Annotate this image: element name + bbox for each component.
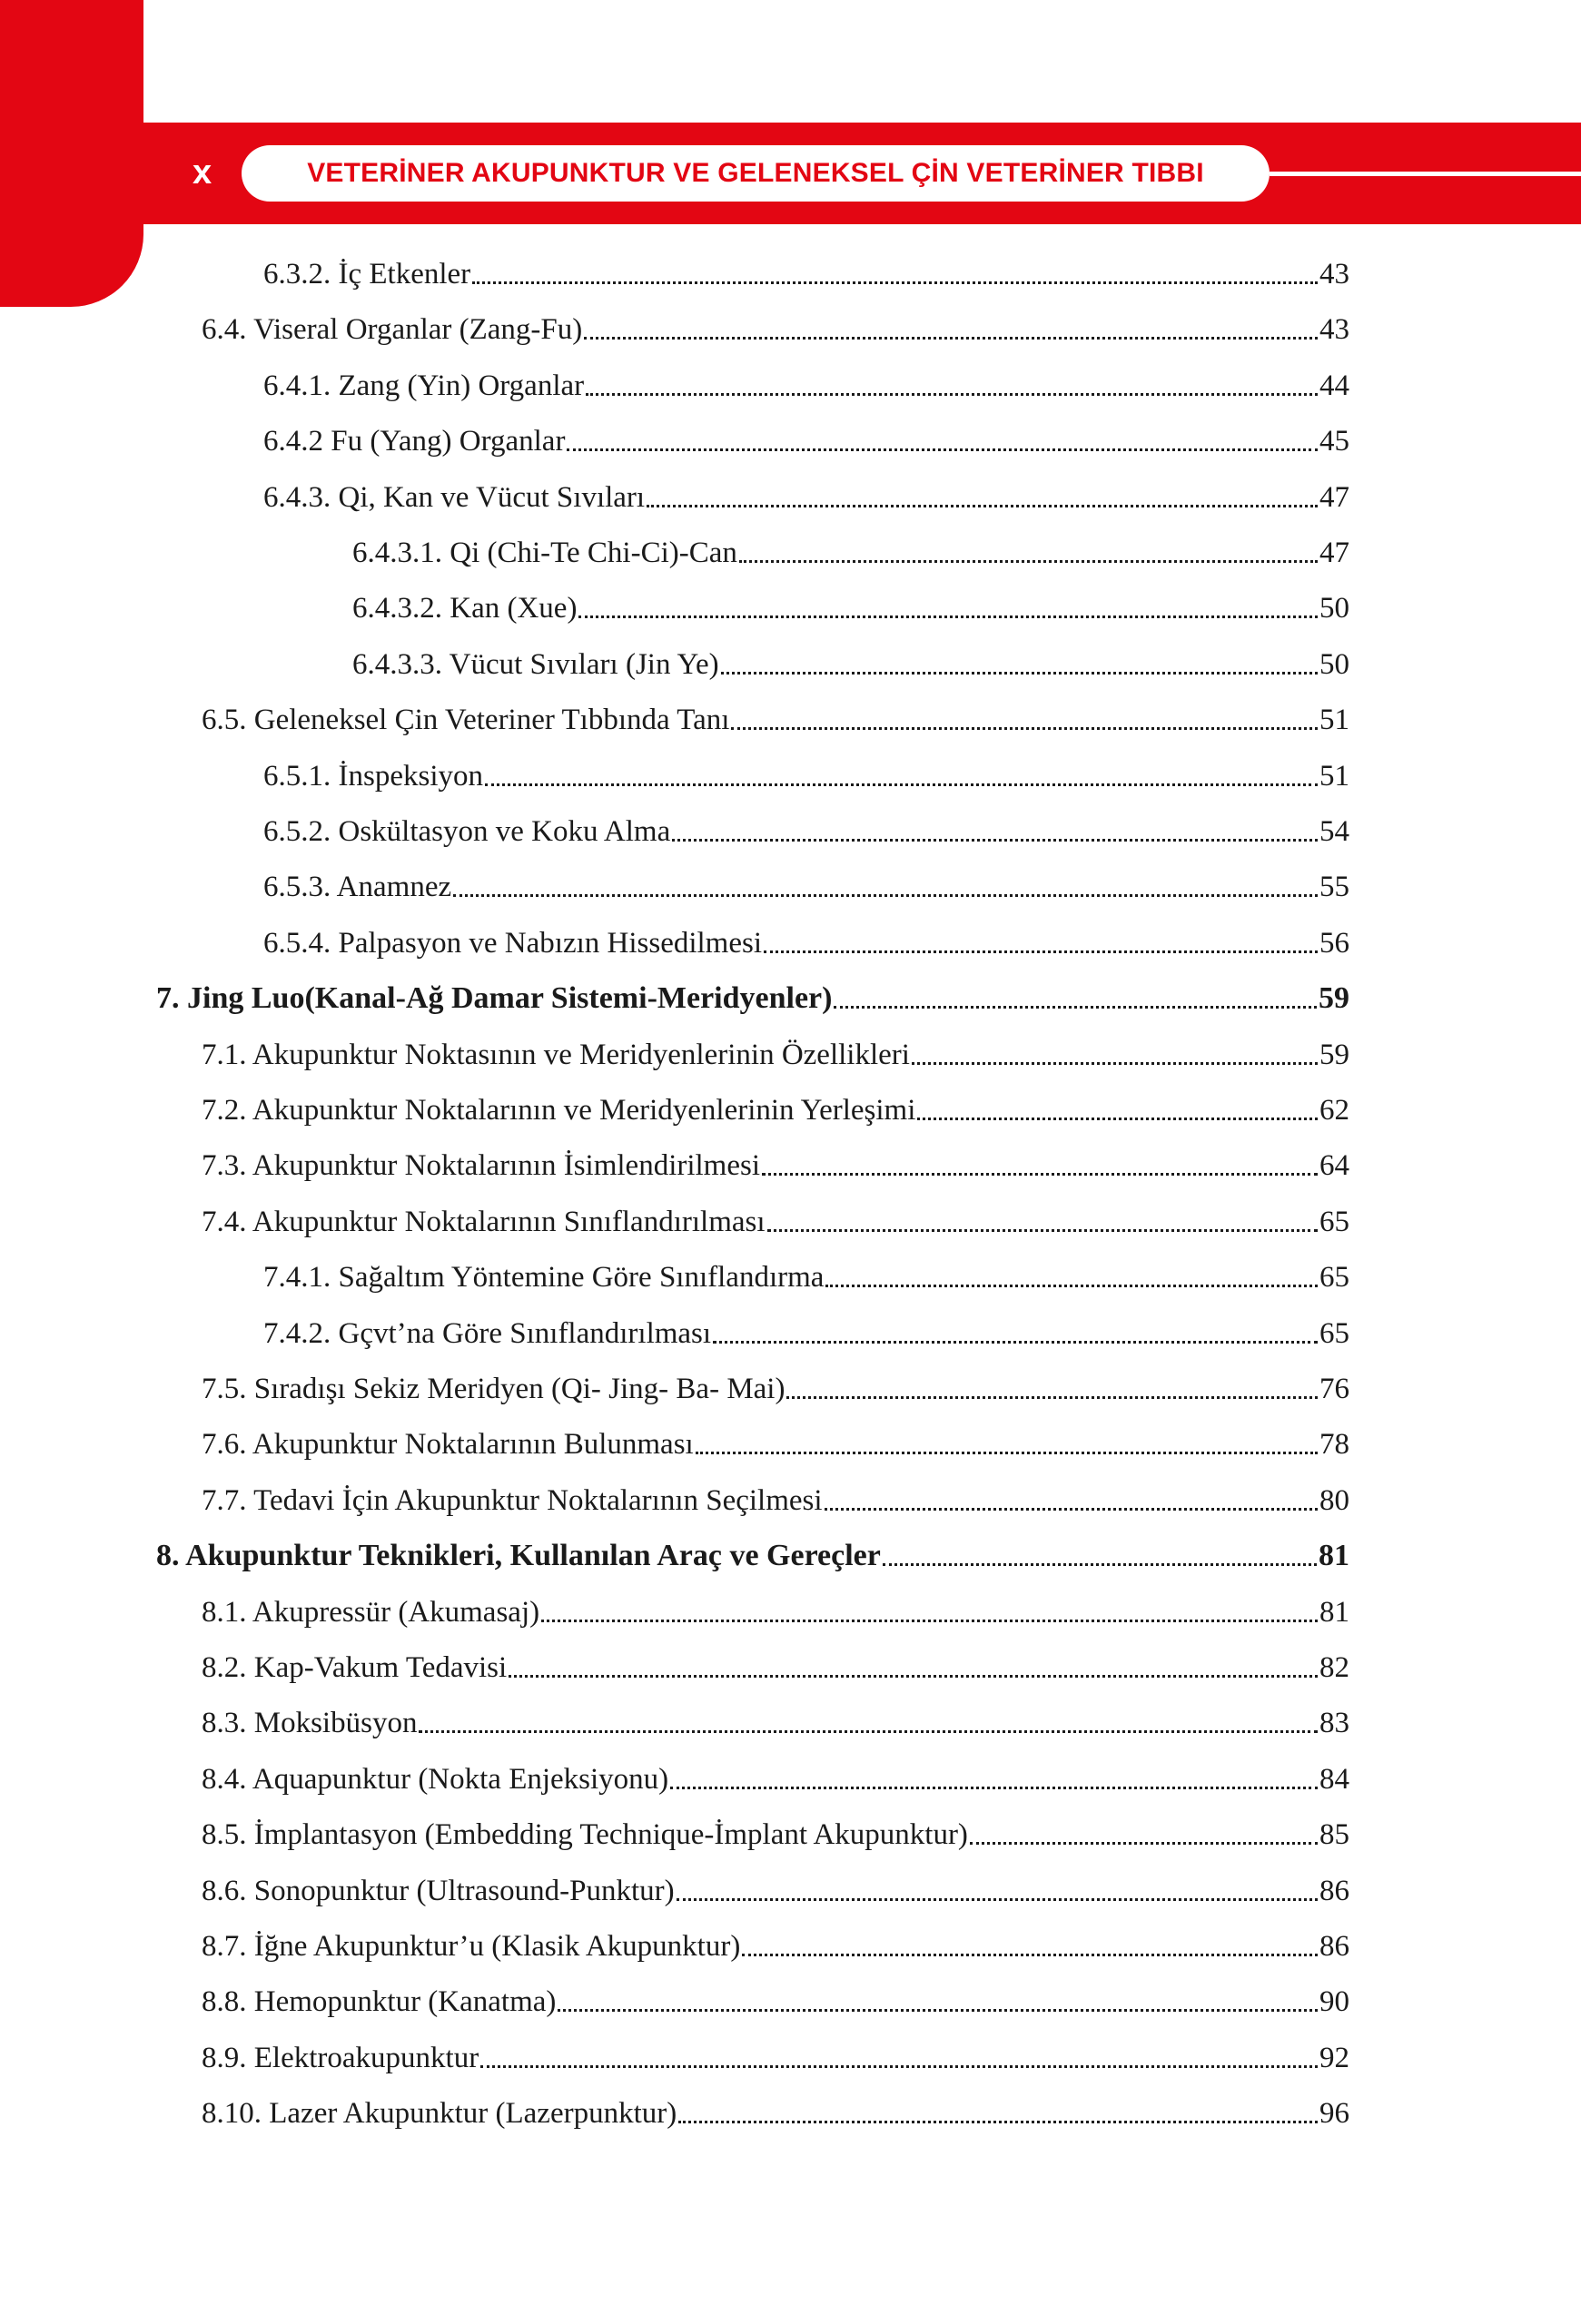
toc-entry-title: 8.9. Elektroakupunktur	[202, 2042, 479, 2074]
toc-page-number: 78	[1319, 1428, 1349, 1461]
toc-page-number: 50	[1319, 592, 1349, 625]
toc-entry-title: 7.4.2. Gçvt’na Göre Sınıflandırılması	[263, 1317, 712, 1350]
toc-entry-title: 8.5. İmplantasyon (Embedding Technique-İmplant Akupunktur)	[202, 1818, 968, 1851]
toc-entry[interactable]	[202, 1813, 1349, 1856]
toc-entry-title: 6.5. Geleneksel Çin Veteriner Tıbbında Tanı	[202, 704, 730, 736]
toc-page-number: 43	[1319, 258, 1349, 290]
toc-page-number: 47	[1319, 537, 1349, 569]
toc-page-number: 45	[1319, 425, 1349, 458]
toc-entry[interactable]	[263, 1312, 1349, 1355]
toc-entry-title: 7.6. Akupunktur Noktalarının Bulunması	[202, 1428, 694, 1461]
toc-dot-leader	[825, 1285, 1318, 1287]
toc-entry-title: 7.2. Akupunktur Noktalarının ve Meridyenlerinin Yerleşimi	[202, 1094, 916, 1127]
toc-page-number: 80	[1319, 1484, 1349, 1517]
toc-dot-leader	[567, 448, 1318, 451]
toc-page-number: 76	[1319, 1373, 1349, 1405]
toc-entry[interactable]	[352, 586, 1349, 630]
toc-entry[interactable]	[202, 1758, 1349, 1801]
toc-dot-leader	[586, 393, 1318, 396]
toc-page-number: 54	[1319, 815, 1349, 848]
toc-entry[interactable]	[263, 865, 1349, 909]
toc-entry-title: 7.3. Akupunktur Noktalarının İsimlendirilmesi	[202, 1149, 761, 1182]
toc-entry[interactable]	[202, 1033, 1349, 1077]
toc-dot-leader	[825, 1508, 1318, 1511]
toc-dot-leader	[485, 783, 1318, 786]
toc-dot-leader	[453, 894, 1318, 897]
toc-entry-title: 7.1. Akupunktur Noktasının ve Meridyenlerinin Özellikleri	[202, 1039, 910, 1071]
toc-entry-title: 8. Akupunktur Teknikleri, Kullanılan Araç ve Gereçler	[156, 1539, 881, 1572]
toc-dot-leader	[767, 1229, 1318, 1232]
toc-page-number: 62	[1319, 1094, 1349, 1127]
toc-page-number: 92	[1319, 2042, 1349, 2074]
toc-entry-title: 6.4. Viseral Organlar (Zang-Fu)	[202, 313, 583, 346]
toc-entry[interactable]	[202, 1367, 1349, 1411]
toc-entry-title: 6.3.2. İç Etkenler	[263, 258, 471, 290]
toc-entry[interactable]	[202, 1701, 1349, 1745]
toc-page-number: 50	[1319, 648, 1349, 681]
toc-entry[interactable]	[263, 364, 1349, 408]
toc-page-number: 56	[1319, 927, 1349, 960]
toc-entry-title: 6.5.1. İnspeksiyon	[263, 760, 483, 793]
toc-entry[interactable]	[202, 308, 1349, 351]
toc-page-number: 83	[1319, 1707, 1349, 1739]
toc-page-number: 65	[1319, 1317, 1349, 1350]
toc-page-number: 65	[1319, 1261, 1349, 1294]
toc-dot-leader	[721, 672, 1318, 675]
toc-page-number: 47	[1319, 481, 1349, 514]
toc-dot-leader	[578, 615, 1318, 618]
toc-entry[interactable]	[263, 810, 1349, 853]
toc-dot-leader	[472, 281, 1318, 284]
toc-dot-leader	[696, 1452, 1318, 1454]
toc-entry-title: 8.3. Moksibüsyon	[202, 1707, 418, 1739]
toc-entry[interactable]	[263, 754, 1349, 798]
toc-entry[interactable]	[202, 1590, 1349, 1634]
toc-page-number: 81	[1319, 1596, 1349, 1629]
toc-dot-leader	[678, 2121, 1318, 2123]
toc-dot-leader	[764, 950, 1318, 953]
toc-dot-leader	[731, 727, 1318, 730]
toc-entry-title: 6.5.3. Anamnez	[263, 871, 452, 903]
toc-entry[interactable]	[156, 1534, 1349, 1578]
toc-entry-title: 6.5.2. Oskültasyon ve Koku Alma	[263, 815, 671, 848]
toc-page-number: 65	[1319, 1206, 1349, 1238]
toc-entry-title: 6.5.4. Palpasyon ve Nabızın Hissedilmesi	[263, 927, 763, 960]
toc-entry[interactable]	[202, 698, 1349, 742]
toc-page-number: 86	[1319, 1875, 1349, 1907]
book-title-pill	[242, 145, 1270, 202]
toc-dot-leader	[541, 1620, 1318, 1622]
toc-dot-leader	[786, 1396, 1318, 1399]
toc-entry-title: 8.7. İğne Akupunktur’u (Klasik Akupunktur)	[202, 1930, 741, 1963]
toc-entry-title: 7.7. Tedavi İçin Akupunktur Noktalarının Seçilmesi	[202, 1484, 823, 1517]
toc-entry-title: 8.8. Hemopunktur (Kanatma)	[202, 1985, 557, 2018]
toc-dot-leader	[912, 1062, 1318, 1065]
toc-entry[interactable]	[352, 531, 1349, 575]
toc-page-number: 59	[1319, 1039, 1349, 1071]
toc-dot-leader	[584, 337, 1318, 340]
page-number: x	[193, 153, 212, 192]
toc-page-number: 85	[1319, 1818, 1349, 1851]
toc-dot-leader	[762, 1173, 1318, 1176]
toc-entry[interactable]	[202, 1144, 1349, 1187]
toc-page-number: 86	[1319, 1930, 1349, 1963]
toc-page-number: 64	[1319, 1149, 1349, 1182]
toc-dot-leader	[677, 1898, 1318, 1901]
toc-entry[interactable]	[263, 419, 1349, 463]
toc-entry-title: 8.2. Kap-Vakum Tedavisi	[202, 1651, 508, 1684]
toc-entry-title: 7.4.1. Sağaltım Yöntemine Göre Sınıflandırma	[263, 1261, 825, 1294]
toc-entry[interactable]	[202, 1869, 1349, 1913]
toc-page-number: 51	[1319, 704, 1349, 736]
header-divider-line	[1270, 172, 1581, 176]
toc-dot-leader	[742, 1954, 1318, 1956]
toc-entry[interactable]	[202, 1423, 1349, 1466]
toc-entry-title: 6.4.3.2. Kan (Xue)	[352, 592, 578, 625]
toc-dot-leader	[672, 839, 1318, 842]
toc-entry-title: 6.4.3.1. Qi (Chi-Te Chi-Ci)-Can	[352, 537, 737, 569]
toc-entry[interactable]	[202, 1200, 1349, 1244]
toc-entry-title: 7.4. Akupunktur Noktalarının Sınıflandırılması	[202, 1206, 766, 1238]
toc-dot-leader	[647, 505, 1318, 507]
toc-entry-title: 7.5. Sıradışı Sekiz Meridyen (Qi- Jing- Ba- Mai)	[202, 1373, 786, 1405]
book-title: VETERİNER AKUPUNKTUR VE GELENEKSEL ÇİN VETERİNER TIBBI	[307, 158, 1204, 188]
toc-entry[interactable]	[202, 2092, 1349, 2135]
toc-page-number: 51	[1319, 760, 1349, 793]
toc-entry-title: 7. Jing Luo(Kanal-Ağ Damar Sistemi-Meridyenler)	[156, 981, 833, 1015]
toc-entry[interactable]	[263, 921, 1349, 965]
toc-page-number: 55	[1319, 871, 1349, 903]
toc-entry[interactable]	[263, 1256, 1349, 1299]
toc-entry[interactable]	[202, 1088, 1349, 1132]
toc-entry[interactable]	[156, 977, 1349, 1020]
toc-page-number: 59	[1319, 981, 1349, 1015]
toc-dot-leader	[917, 1118, 1318, 1120]
toc-dot-leader	[480, 2065, 1318, 2068]
toc-page-number: 90	[1319, 1985, 1349, 2018]
toc-dot-leader	[883, 1563, 1317, 1566]
toc-entry[interactable]	[202, 1980, 1349, 2024]
toc-entry-title: 8.10. Lazer Akupunktur (Lazerpunktur)	[202, 2097, 677, 2130]
toc-page-number: 81	[1319, 1539, 1349, 1572]
toc-entry[interactable]	[202, 1479, 1349, 1522]
toc-dot-leader	[419, 1730, 1318, 1733]
toc-entry[interactable]	[263, 252, 1349, 296]
toc-page-number: 84	[1319, 1763, 1349, 1796]
toc-entry[interactable]	[263, 476, 1349, 519]
toc-dot-leader	[509, 1675, 1318, 1678]
toc-dot-leader	[670, 1787, 1318, 1789]
toc-entry-title: 8.4. Aquapunktur (Nokta Enjeksiyonu)	[202, 1763, 669, 1796]
toc-entry-title: 6.4.1. Zang (Yin) Organlar	[263, 369, 585, 402]
toc-entry-title: 6.4.3.3. Vücut Sıvıları (Jin Ye)	[352, 648, 719, 681]
toc-page-number: 44	[1319, 369, 1349, 402]
toc-dot-leader	[739, 560, 1318, 563]
toc-page-number: 43	[1319, 313, 1349, 346]
toc-entry-title: 6.4.2 Fu (Yang) Organlar	[263, 425, 566, 458]
toc-page-number: 96	[1319, 2097, 1349, 2130]
toc-entry-title: 8.1. Akupressür (Akumasaj)	[202, 1596, 540, 1629]
toc-entry[interactable]	[202, 1646, 1349, 1689]
toc-dot-leader	[834, 1006, 1317, 1009]
toc-page-number: 82	[1319, 1651, 1349, 1684]
toc-dot-leader	[713, 1341, 1318, 1344]
toc-entry[interactable]	[352, 643, 1349, 686]
toc-entry-title: 6.4.3. Qi, Kan ve Vücut Sıvıları	[263, 481, 646, 514]
toc-dot-leader	[558, 2009, 1318, 2012]
toc-dot-leader	[970, 1842, 1318, 1845]
toc-entry[interactable]	[202, 2036, 1349, 2080]
toc-entry[interactable]	[202, 1925, 1349, 1968]
toc-entry-title: 8.6. Sonopunktur (Ultrasound-Punktur)	[202, 1875, 675, 1907]
